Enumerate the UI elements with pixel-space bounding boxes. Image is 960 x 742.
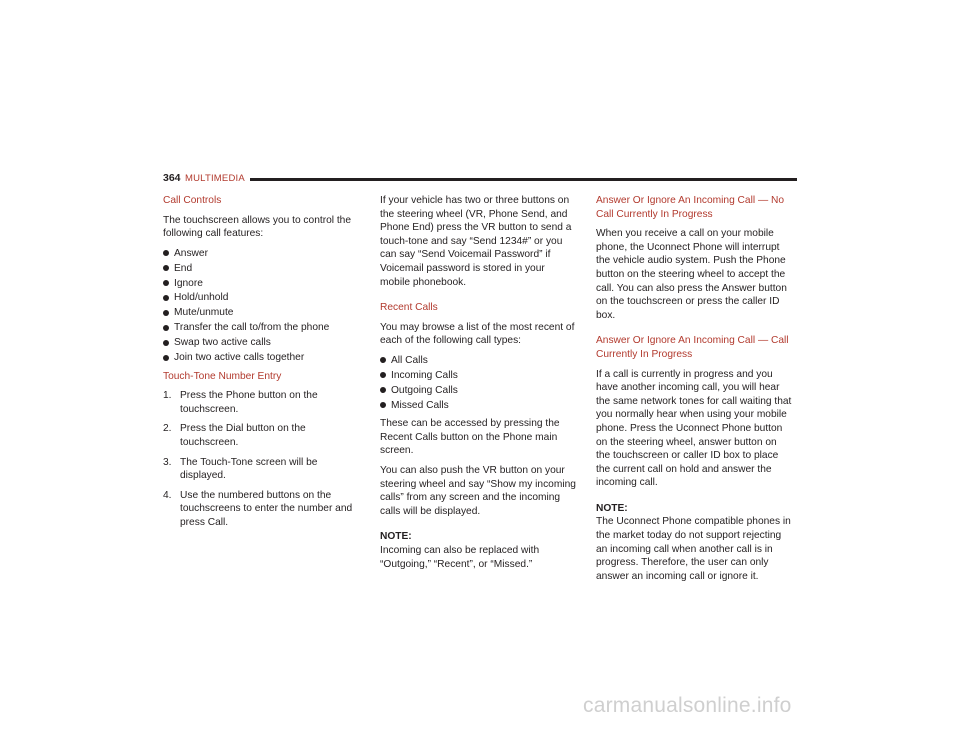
list-item-text: Mute/unmute	[174, 307, 234, 319]
call-controls-heading: Call Controls	[163, 195, 222, 206]
call-types-list	[380, 354, 576, 412]
list-item	[163, 336, 359, 350]
list-item	[380, 399, 576, 413]
call-controls-intro: The touchscreen allows you to control the following call features:	[163, 214, 352, 240]
bullet-icon	[163, 265, 169, 271]
step-text: Use the numbered buttons on the touchscreens to enter the number and press Call.	[180, 489, 353, 528]
bullet-icon	[163, 280, 169, 286]
step-item	[163, 456, 359, 483]
list-item-text: All Calls	[391, 354, 428, 366]
bullet-icon	[163, 295, 169, 301]
note-label: NOTE:	[380, 531, 412, 543]
page-header	[163, 170, 797, 184]
in-progress-heading: Answer Or Ignore An Incoming Call — Call Currently In Progress	[596, 335, 789, 360]
list-item-text: Missed Calls	[391, 399, 449, 411]
no-call-heading: Answer Or Ignore An Incoming Call — No Call Currently In Progress	[596, 195, 784, 220]
step-text: Press the Phone button on the touchscreen.	[180, 390, 318, 415]
list-item	[380, 384, 576, 398]
bullet-icon	[163, 340, 169, 346]
step-item	[163, 389, 359, 416]
list-item	[380, 369, 576, 383]
step-item	[163, 422, 359, 449]
list-item-text: Swap two active calls	[174, 337, 271, 349]
step-text: The Touch-Tone screen will be displayed.	[180, 456, 318, 482]
call-features-list	[163, 247, 359, 365]
column-right	[596, 194, 792, 589]
step-number: 2.	[163, 423, 172, 435]
bullet-icon	[163, 250, 169, 256]
list-item	[163, 247, 359, 261]
in-progress-text: If a call is currently in progress and you have another incoming call, you will hear the same network tones for call waiting that you normally hear when using your mobile phone. Press the Uconnect Phone button on the steering wheel, answer button on the touchscreen or caller ID box to place the current call on hold and answer the incoming call.	[596, 368, 792, 489]
list-item-text: Join two active calls together	[174, 352, 305, 364]
recent-calls-intro: You may browse a list of the most recent of each of the following call types:	[380, 321, 575, 347]
touch-tone-steps	[163, 389, 359, 529]
no-call-text: When you receive a call on your mobile phone, the Uconnect Phone will interrupt the vehicle audio system. Push the Phone button on the steering wheel to accept the call. You can also press the Answer button on the touchscreen or press the caller ID box.	[596, 228, 787, 321]
bullet-icon	[380, 357, 386, 363]
recent-calls-access: These can be accessed by pressing the Recent Calls button on the Phone main screen.	[380, 418, 560, 457]
list-item	[163, 351, 359, 365]
bullet-icon	[380, 372, 386, 378]
bullet-icon	[380, 387, 386, 393]
header-divider	[250, 178, 797, 181]
column-left	[163, 194, 359, 536]
bullet-icon	[163, 325, 169, 331]
step-text: Press the Dial button on the touchscreen.	[180, 423, 306, 448]
note-text: Incoming can also be replaced with “Outgoing,” “Recent”, or “Missed.”	[380, 544, 540, 570]
list-item	[163, 321, 359, 335]
list-item-text: Incoming Calls	[391, 369, 458, 381]
list-item	[163, 277, 359, 291]
step-number: 4.	[163, 489, 172, 501]
list-item-text: Ignore	[174, 277, 203, 289]
column-middle	[380, 194, 576, 577]
recent-calls-heading: Recent Calls	[380, 302, 438, 314]
step-number: 3.	[163, 456, 172, 468]
watermark: carmanualsonline.info	[583, 694, 792, 717]
list-item-text: Answer	[174, 247, 208, 259]
bullet-icon	[163, 310, 169, 316]
note-text: The Uconnect Phone compatible phones in the market today do not support rejecting an incoming call when another call is in progress. Therefore, the user can only answer an incoming call or ignore it.	[596, 516, 791, 582]
list-item	[380, 354, 576, 368]
list-item	[163, 262, 359, 276]
list-item	[163, 306, 359, 320]
step-number: 1.	[163, 390, 172, 402]
touch-tone-heading: Touch-Tone Number Entry	[163, 370, 282, 382]
step-item	[163, 489, 359, 530]
list-item-text: Hold/unhold	[174, 292, 229, 304]
section-title: MULTIMEDIA	[185, 173, 245, 184]
vr-touch-tone-paragraph: If your vehicle has two or three buttons on the steering wheel (VR, Phone Send, and Phone End) press the VR button to send a touch-tone and say “Send 1234#” or you can say “Send Voicemail Password” if Voicemail password is stored in your mobile phonebook.	[380, 195, 572, 288]
list-item-text: Transfer the call to/from the phone	[174, 322, 330, 334]
recent-calls-vr: You can also push the VR button on your steering wheel and say “Show my incoming calls” from any screen and the incoming calls will be displayed.	[380, 464, 576, 517]
list-item-text: Outgoing Calls	[391, 384, 458, 396]
note-label: NOTE:	[596, 502, 628, 514]
bullet-icon	[380, 402, 386, 408]
bullet-icon	[163, 355, 169, 361]
list-item	[163, 291, 359, 305]
page-number: 364	[163, 172, 181, 184]
list-item-text: End	[174, 262, 193, 274]
